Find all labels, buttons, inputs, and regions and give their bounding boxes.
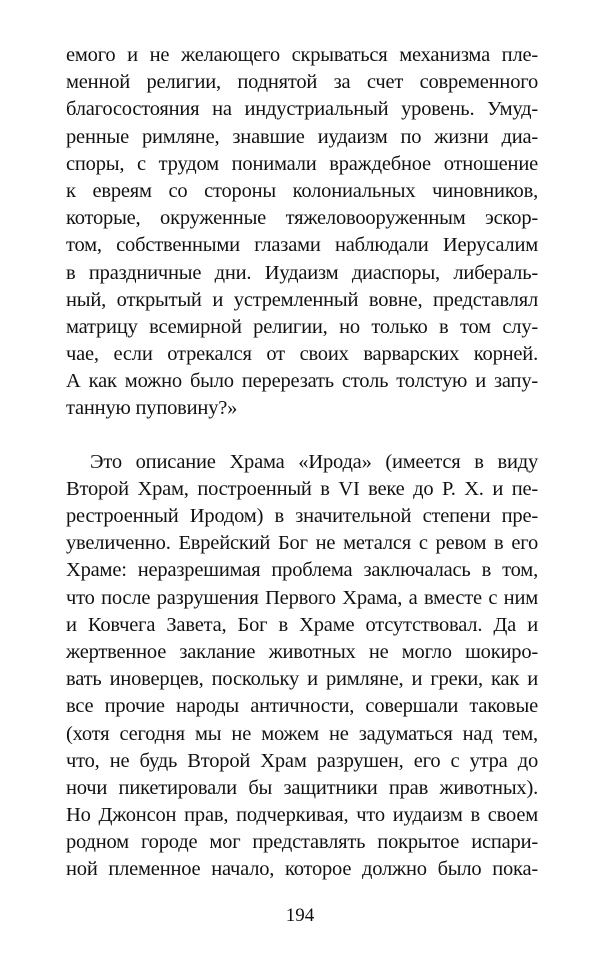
text-line: танную пуповину?» bbox=[66, 397, 238, 420]
text-line: А как можно было перерезать столь толстую и запу- bbox=[66, 370, 538, 393]
book-page-text bbox=[66, 42, 538, 884]
text-line: том, собственными глазами наблюдали Иерусалим bbox=[66, 234, 538, 257]
text-line: которые, окруженные тяжеловооруженным эскор- bbox=[66, 207, 538, 230]
page-number: 194 bbox=[285, 905, 315, 926]
text-line: к евреям со стороны колониальных чиновников, bbox=[66, 179, 538, 202]
text-line: жертвенное заклание животных не могло шокиро- bbox=[66, 640, 538, 663]
text-line: емого и не желающего скрываться механизма пле- bbox=[66, 44, 538, 66]
text-line: Это описание Храма «Ирода» (имеется в виду bbox=[90, 450, 538, 473]
text-line: ный, открытый и устремленный вовне, представлял bbox=[66, 288, 538, 311]
text-line: менной религии, поднятой за счет современного bbox=[66, 71, 538, 94]
text-line: увеличенно. Еврейский Бог не метался с ревом в его bbox=[66, 532, 538, 555]
text-line: споры, с трудом понимали враждебное отношение bbox=[66, 152, 538, 175]
paragraph-1 bbox=[66, 42, 538, 423]
text-line: вать иноверцев, поскольку и римляне, и греки, как и bbox=[66, 668, 538, 691]
text-line: родном городе мог представлять покрытое испари- bbox=[66, 831, 538, 854]
text-line: ночи пикетировали бы защитники прав животных). bbox=[66, 776, 538, 799]
text-line: чае, если отрекался от своих варварских корней. bbox=[66, 343, 538, 366]
text-line: и Ковчега Завета, Бог в Храме отсутствовал. Да и bbox=[66, 613, 538, 636]
text-line: все прочие народы античности, совершали таковые bbox=[66, 695, 538, 718]
text-line: (хотя сегодня мы не можем не задуматься над тем, bbox=[66, 722, 538, 745]
text-line: ной племенное начало, которое должно было пока- bbox=[66, 858, 538, 881]
text-line: благосостояния на индустриальный уровень. Умуд- bbox=[66, 98, 538, 121]
text-line: ренные римляне, знавшие иудаизм по жизни диа- bbox=[66, 125, 538, 148]
paragraph-gap bbox=[66, 423, 538, 449]
text-line: рестроенный Иродом) в значительной степени пре- bbox=[66, 505, 538, 527]
text-line: в праздничные дни. Иудаизм диаспоры, либераль- bbox=[66, 261, 538, 284]
text-line: Второй Храм, построенный в VI веке до Р. Х. и пе- bbox=[66, 477, 538, 500]
text-line: Храме: неразрешимая проблема заключалась в том, bbox=[66, 559, 538, 582]
text-line: матрицу всемирной религии, но только в том слу- bbox=[66, 315, 538, 338]
text-line: что, не будь Второй Храм разрушен, его с утра до bbox=[66, 749, 538, 772]
text-line: что после разрушения Первого Храма, а вместе с ним bbox=[66, 586, 538, 609]
text-line: Но Джонсон прав, подчеркивая, что иудаизм в своем bbox=[66, 804, 538, 827]
paragraph-2 bbox=[66, 449, 538, 884]
